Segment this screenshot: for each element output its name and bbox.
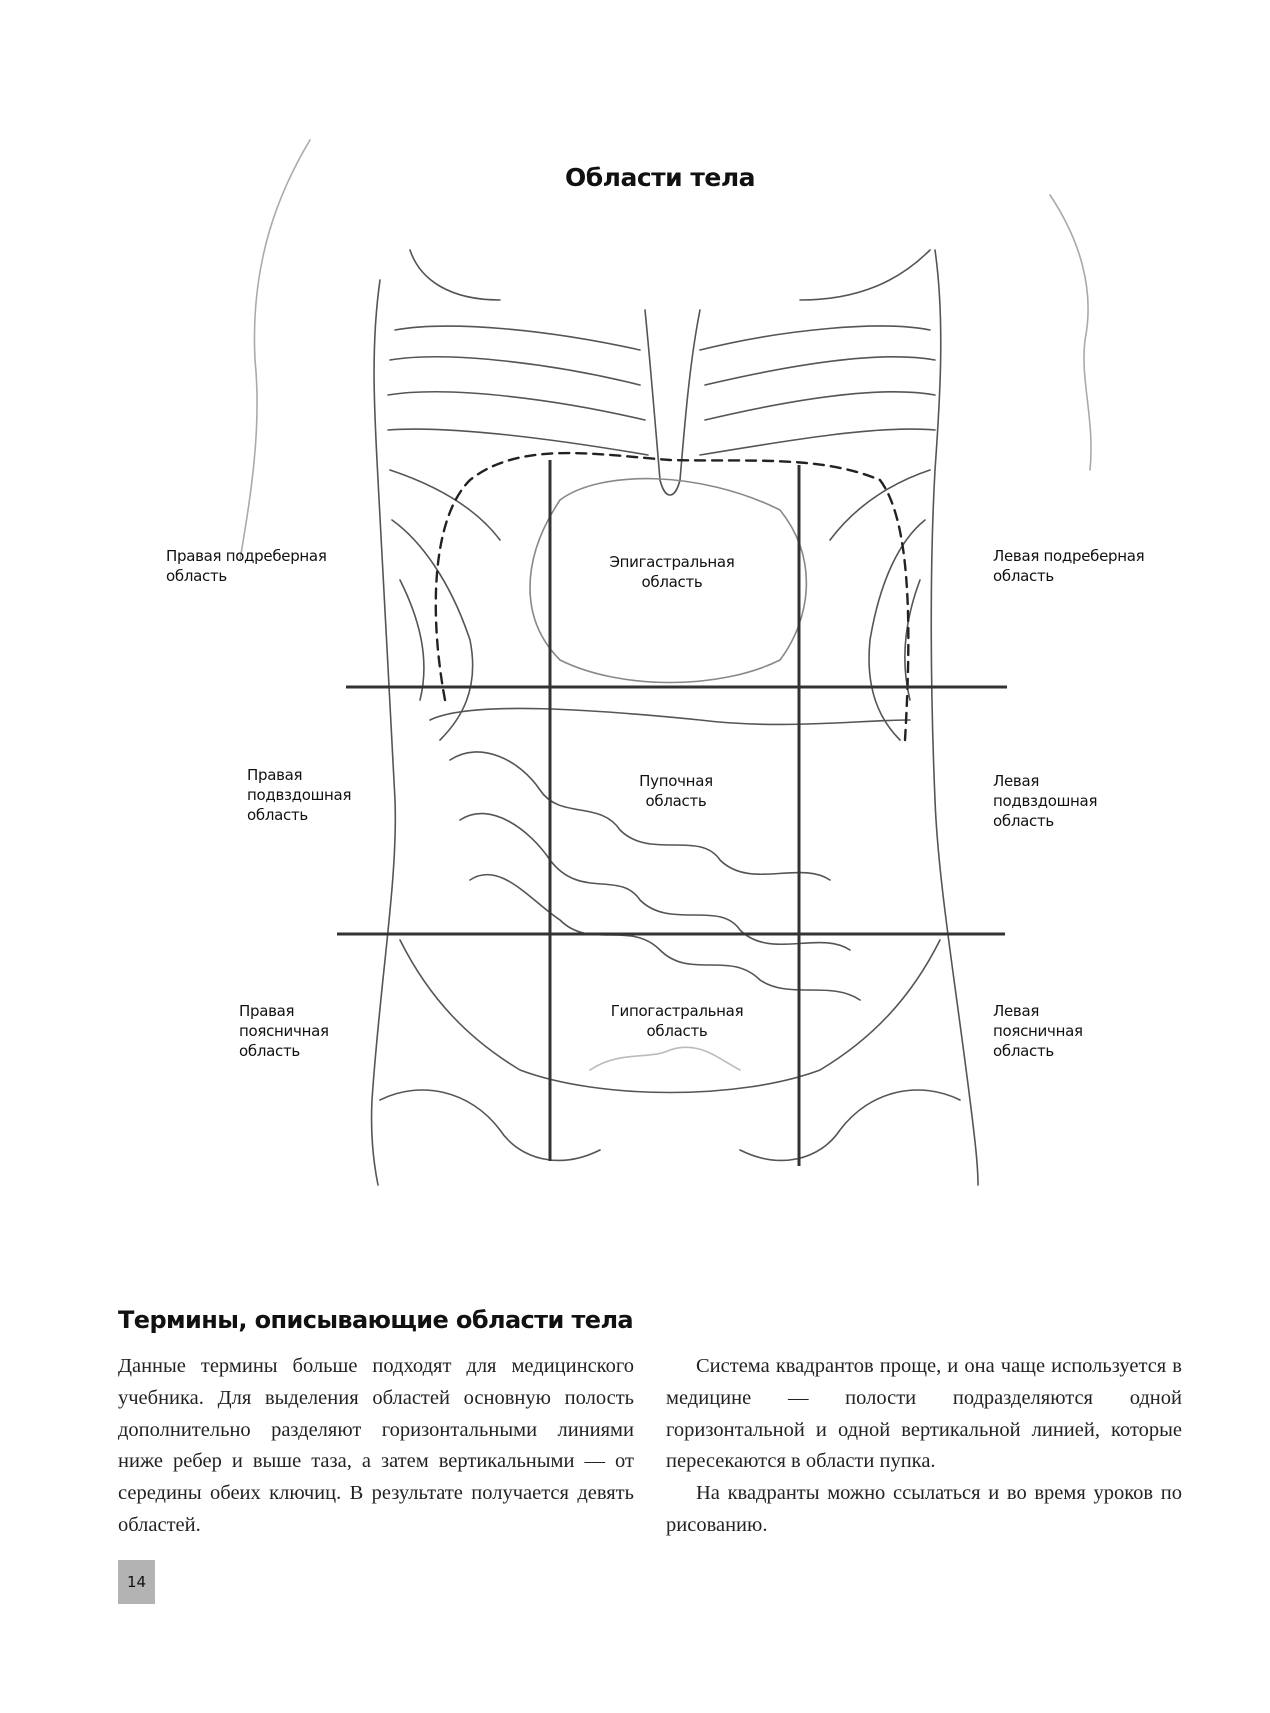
- label-line: Правая: [239, 1002, 295, 1020]
- label-line: подвздошная: [247, 786, 352, 804]
- label-right-hypochondriac: [166, 546, 327, 586]
- left-column: [118, 1351, 634, 1542]
- label-line: Левая: [993, 1002, 1040, 1020]
- paragraph: На квадранты можно ссылаться и во время уроков по рисованию.: [666, 1482, 1182, 1536]
- label-line: Левая: [993, 772, 1040, 790]
- label-line: область: [166, 567, 227, 585]
- label-hypogastric: [611, 1001, 744, 1041]
- label-line: подвздошная: [993, 792, 1098, 810]
- label-line: область: [239, 1042, 300, 1060]
- page-number: 14: [118, 1560, 155, 1604]
- label-line: поясничная: [993, 1022, 1083, 1040]
- label-left-lumbar: [993, 1001, 1083, 1061]
- label-line: область: [646, 1022, 708, 1040]
- label-line: область: [645, 792, 707, 810]
- label-line: поясничная: [239, 1022, 329, 1040]
- label-line: область: [641, 573, 703, 591]
- figure-title: Области тела: [564, 163, 756, 192]
- label-epigastric: [609, 552, 734, 592]
- right-column: [666, 1351, 1182, 1542]
- section-heading: Термины, описывающие области тела: [118, 1306, 634, 1334]
- label-line: Правая: [247, 766, 303, 784]
- label-line: Гипогастральная: [610, 1002, 744, 1020]
- label-umbilical: [639, 771, 713, 811]
- label-line: область: [993, 567, 1054, 585]
- label-left-hypochondriac: [993, 546, 1144, 586]
- label-line: Левая подреберная: [993, 547, 1145, 565]
- label-line: область: [993, 812, 1054, 830]
- label-line: область: [247, 806, 308, 824]
- label-line: область: [993, 1042, 1054, 1060]
- label-line: Эпигастральная: [609, 553, 735, 571]
- paragraph: Данные термины больше подходят для медицинского учебника. Для выделения областей основную полость дополнительно разделяют горизонтальными линиями ниже ребер и выше таза, а затем вертикальными — от середины обеих ключиц. В результате получается девять областей.: [118, 1355, 634, 1536]
- paragraph: Система квадрантов проще, и она чаще используется в медицине — полости подразделяются одной горизонтальной и одной вертикальной линией, которые пересекаются в области пупка.: [666, 1355, 1182, 1473]
- label-line: Пупочная: [639, 772, 713, 790]
- label-left-iliac: [993, 771, 1097, 831]
- label-right-iliac: [247, 765, 351, 825]
- label-line: Правая подреберная: [166, 547, 327, 565]
- label-right-lumbar: [239, 1001, 329, 1061]
